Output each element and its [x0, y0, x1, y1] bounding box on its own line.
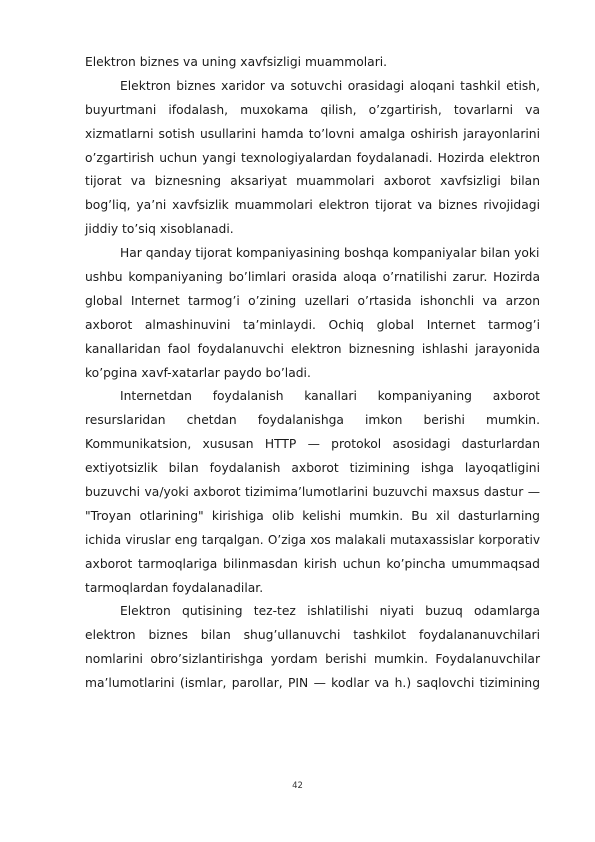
- paragraph-line: axborot almashinuvini ta’minlaydi. Ochiq global Internet tarmog’i: [85, 317, 540, 332]
- paragraph-line: tarmoqlardan foydalanadilar.: [85, 580, 264, 595]
- paragraph-4: [85, 600, 540, 696]
- paragraph-line: axborot tarmoqlariga bilinmasdan kirish uchun ko’pincha umummaqsad: [85, 556, 540, 571]
- paragraph-line: ma’lumotlarini (ismlar, parollar, PIN — kodlar va h.) saqlovchi tizimining: [85, 676, 540, 691]
- paragraph-line: elektron biznes bilan shug’ullanuvchi tashkilot foydalananuvchilari: [85, 628, 540, 643]
- paragraph-line: bog’liq, ya’ni xavfsizlik muammolari elektron tijorat va biznes rivojidagi: [85, 198, 540, 213]
- paragraph-line: Har qanday tijorat kompaniyasining boshqa kompaniyalar bilan yoki: [120, 246, 540, 261]
- paragraph-line: buyurtmani ifodalash, muxokama qilish, o’zgartirish, tovarlarni va: [85, 102, 540, 117]
- paragraph-1: [85, 75, 540, 242]
- paragraph-line: ushbu kompaniyaning bo’limlari orasida aloqa o’rnatilishi zarur. Hozirda: [85, 270, 540, 285]
- paragraph-line: Elektron biznes xaridor va sotuvchi orasidagi aloqani tashkil etish,: [120, 78, 540, 93]
- document-heading: Elektron biznes va uning xavfsizligi muammolari.: [85, 55, 388, 69]
- paragraph-line: global Internet tarmog’i o’zining uzellari o’rtasida ishonchli va arzon: [85, 293, 540, 308]
- paragraph-line: buzuvchi va/yoki axborot tizimima’lumotlarini buzuvchi maxsus dastur —: [85, 485, 540, 500]
- paragraph-line: Internetdan foydalanish kanallari kompaniyaning axborot: [120, 389, 540, 404]
- page-number: 42: [292, 781, 303, 791]
- paragraph-line: nomlarini obro’sizlantirishga yordam berishi mumkin. Foydalanuvchilar: [85, 652, 540, 667]
- paragraph-line: Kommunikatsion, xususan HTTP — protokol asosidagi dasturlardan: [85, 437, 540, 452]
- paragraph-line: extiyotsizlik bilan foydalanish axborot tizimining ishga layoqatligini: [85, 461, 540, 476]
- paragraph-line: Elektron qutisining tez-tez ishlatilishi niyati buzuq odamlarga: [120, 604, 540, 619]
- paragraph-line: o’zgartirish uchun yangi texnologiyalardan foydalanadi. Hozirda elektron: [85, 150, 540, 165]
- paragraph-2: [85, 242, 540, 385]
- document-page: [85, 51, 540, 696]
- paragraph-line: tijorat va biznesning aksariyat muammolari axborot xavfsizligi bilan: [85, 174, 540, 189]
- paragraph-line: kanallaridan faol foydalanuvchi elektron biznesning ishlashi jarayonida: [85, 341, 540, 356]
- paragraph-line: ko’pgina xavf-xatarlar paydo bo’ladi.: [85, 365, 311, 380]
- paragraph-line: resurslaridan chetdan foydalanishga imkon berishi mumkin.: [85, 413, 540, 428]
- paragraph-line: xizmatlarni sotish usullarini hamda to’lovni amalga oshirish jarayonlarini: [85, 126, 540, 141]
- paragraph-3: [85, 385, 540, 600]
- paragraph-line: "Troyan otlarining" kirishiga olib kelishi mumkin. Bu xil dasturlarning: [85, 508, 540, 523]
- paragraph-line: jiddiy to’siq xisoblanadi.: [85, 222, 234, 237]
- paragraph-line: ichida viruslar eng tarqalgan. O’ziga xos malakali mutaxassislar korporativ: [85, 532, 540, 547]
